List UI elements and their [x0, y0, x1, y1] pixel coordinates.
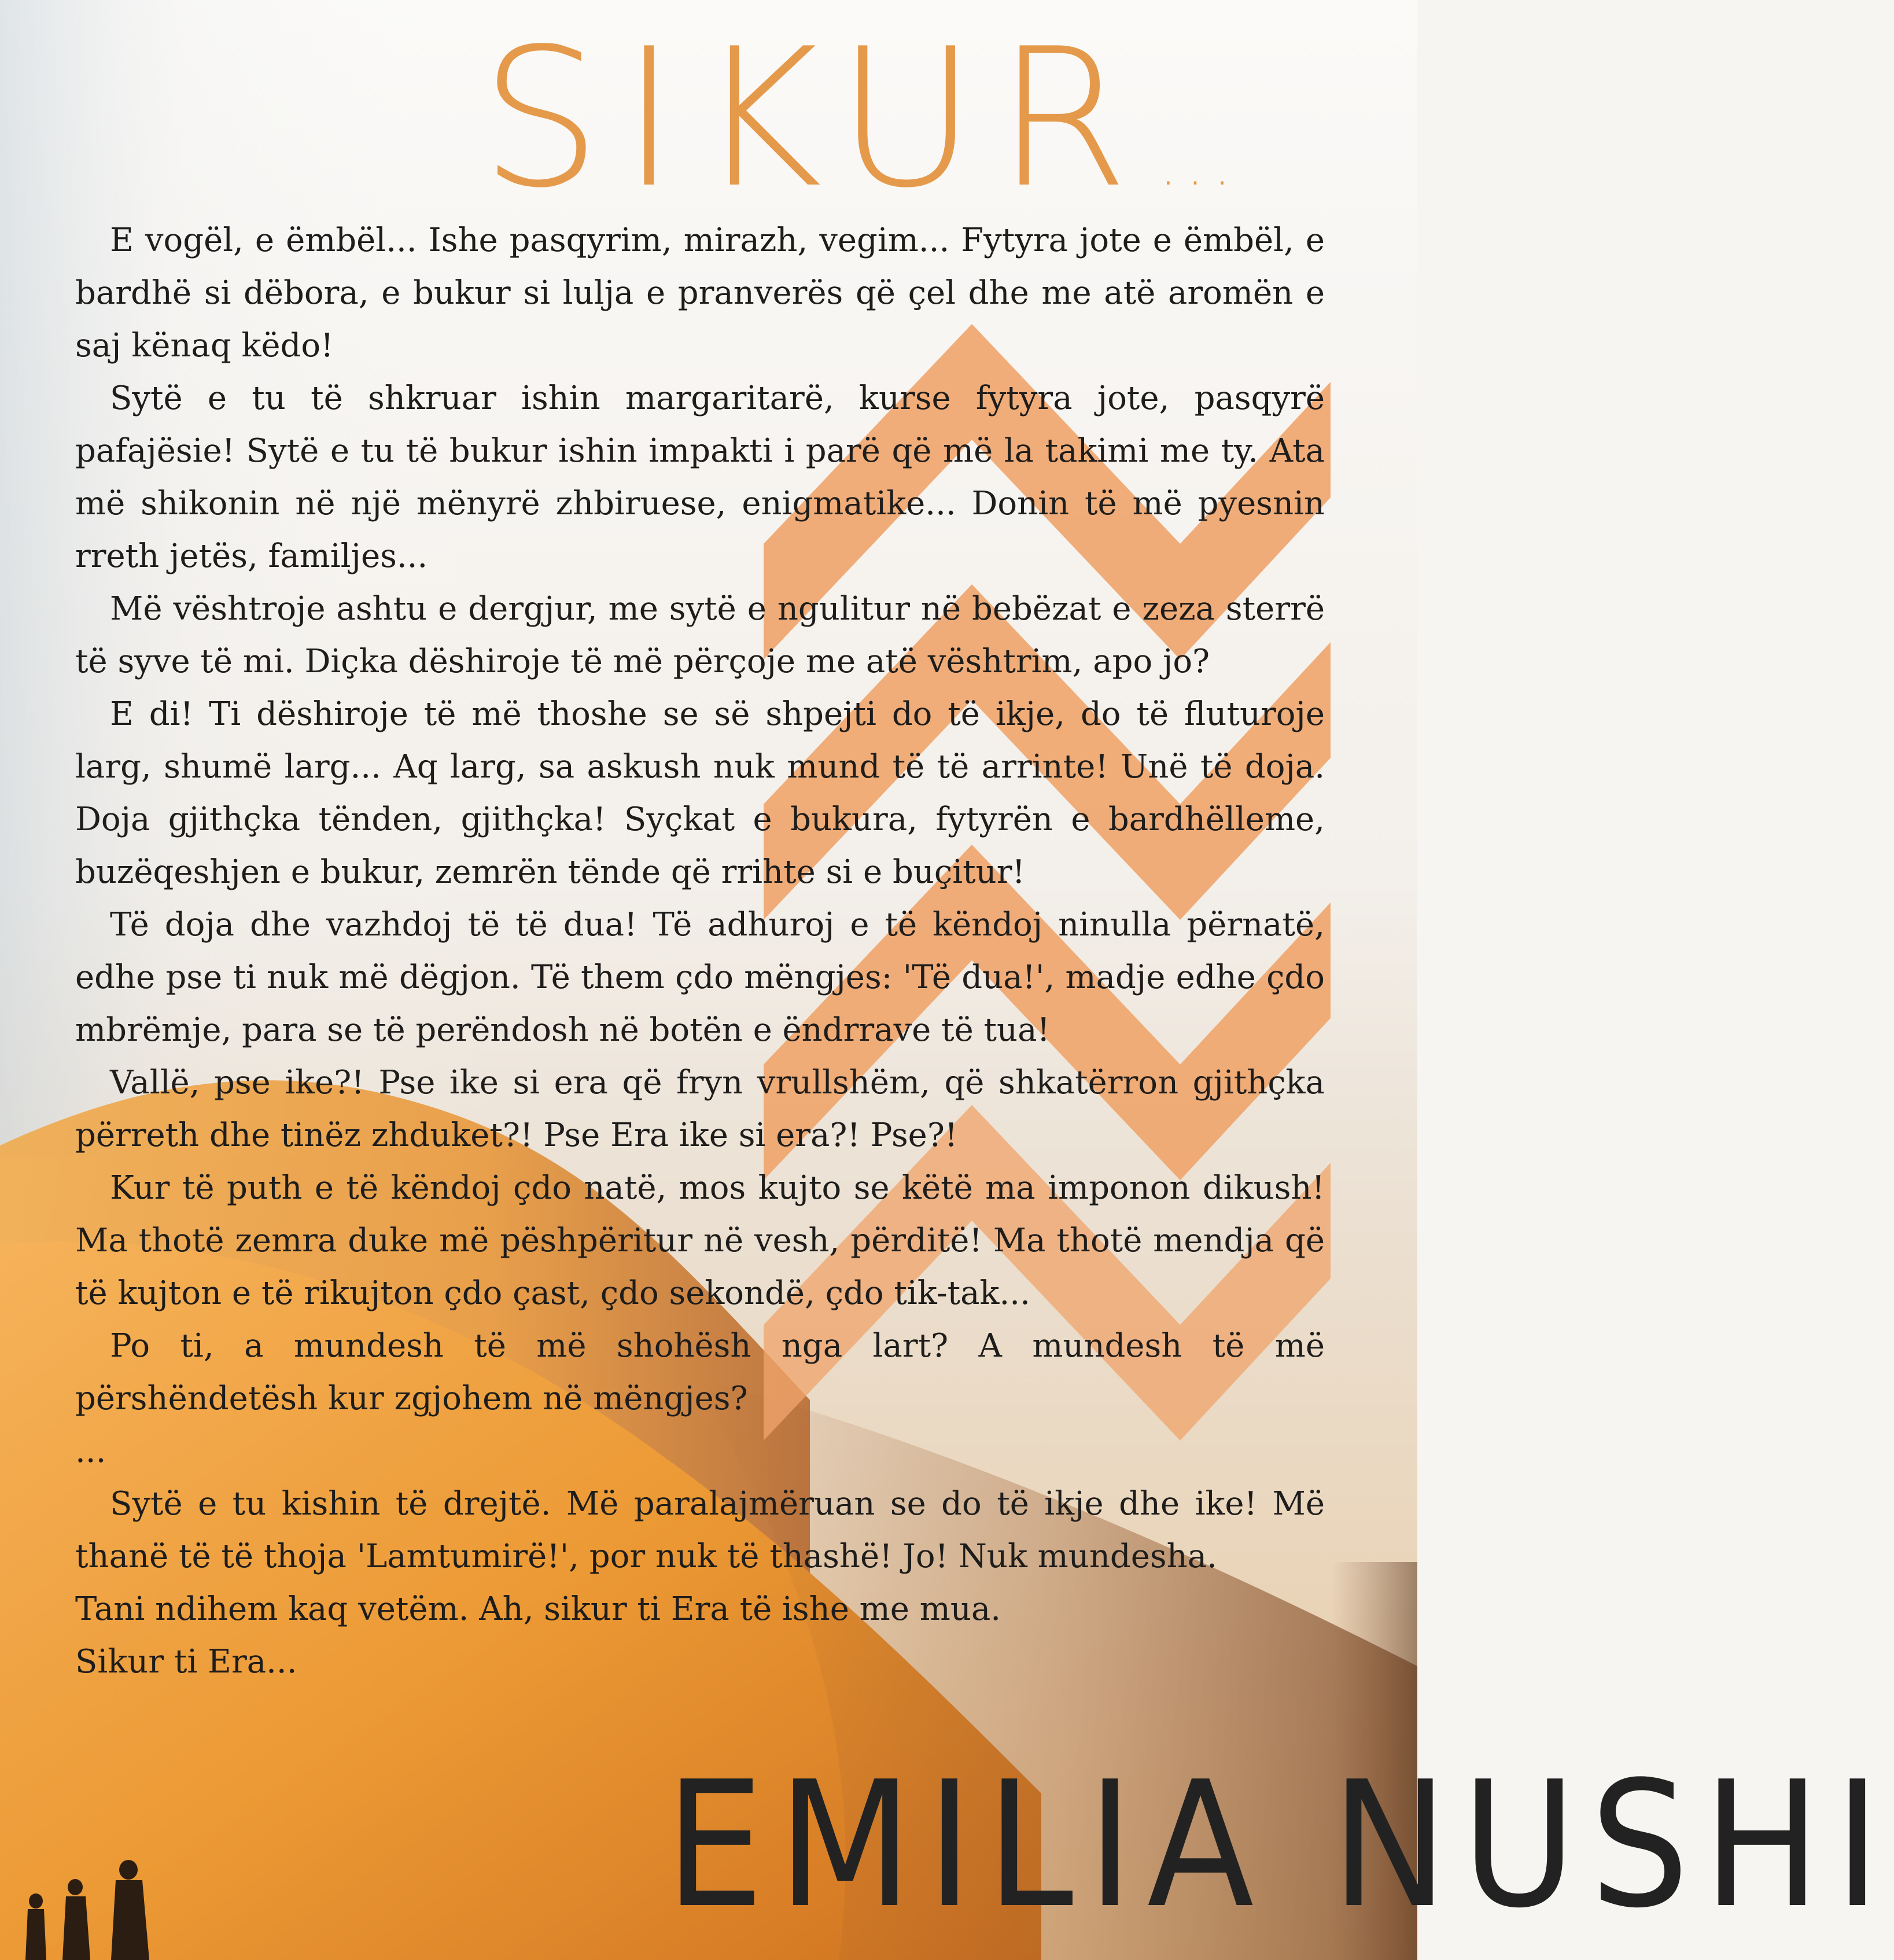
- paragraph-10: Tani ndihem kaq vetëm. Ah, sikur ti Era të ishe me mua.: [75, 1590, 1001, 1628]
- title-text: SIKUR: [480, 8, 1149, 230]
- hiker-body-1: [25, 1909, 46, 1960]
- closing-line: Sikur ti Era...: [75, 1643, 297, 1681]
- paragraph-6: Vallë, pse ike?! Pse ike si era që fryn vrullshëm, që shkatërron gjithçka përreth dhe tinëz zhduket?! Pse Era ike si era?! Pse?!: [75, 1064, 1325, 1154]
- paragraph-1: E vogël, e ëmbël... Ishe pasqyrim, mirazh, vegim... Fytyra jote e ëmbël, e bardhë si dëbora, e bukur si lulja e pranverës që çel dhe me atë aromën e saj kënaq këdo!: [75, 222, 1325, 364]
- ellipsis-line: ...: [75, 1432, 106, 1470]
- author-name: EMILIA NUSHI: [665, 1744, 1894, 1946]
- paragraph-8: Po ti, a mundesh të më shohësh nga lart? A mundesh të më përshëndetësh kur zgjohem në mëngjes?: [75, 1327, 1325, 1417]
- paragraph-3: Më vështroje ashtu e dergjur, me sytë e ngulitur në bebëzat e zeza sterrë të syve të mi. Diçka dëshiroje të më përçoje me atë vështrim, apo jo?: [75, 590, 1325, 680]
- hiker-head-1: [29, 1893, 43, 1909]
- paragraph-5: Të doja dhe vazhdoj të të dua! Të adhuroj e të këndoj ninulla përnatë, edhe pse ti nuk më dëgjon. Të them çdo mëngjes: 'Të dua!', madje edhe çdo mbrëmje, para se të perëndosh në botën e ëndrrave të tua!: [75, 906, 1325, 1049]
- title-ellipsis: ...: [1160, 137, 1241, 197]
- paragraph-2: Sytë e tu të shkruar ishin margaritarë, kurse fytyra jote, pasqyrë pafajësie! Sytë e tu të bukur ishin impakti i parë që më la takimi me ty. Ata më shikonin në një mënyrë zhbiruese, enigmatike... Donin të më pyesnin rreth jetës, familjes...: [75, 380, 1325, 575]
- hiker-head-3: [119, 1860, 138, 1880]
- hiker-head-2: [68, 1879, 83, 1895]
- paragraph-4: E di! Ti dëshiroje të më thoshe se së shpejti do të ikje, do të fluturoje larg, shumë larg... Aq larg, sa askush nuk mund të të arrinte! Unë të doja. Doja gjithçka tënden, gjithçka! Syçkat e bukura, fytyrën e bardhëlleme, buzëqeshjen e bukur, zemrën tënde që rrihte si e buçitur!: [75, 695, 1325, 891]
- article-body: [75, 214, 1325, 1688]
- paragraph-9: Sytë e tu kishin të drejtë. Më paralajmëruan se do të ikje dhe ike! Më thanë të të thoja 'Lamtumirë!', por nuk të thashë! Jo! Nuk mundesha.: [75, 1485, 1325, 1575]
- hiker-body-2: [62, 1896, 90, 1960]
- paragraph-7: Kur të puth e të këndoj çdo natë, mos kujto se këtë ma imponon dikush! Ma thotë zemra duke më pëshpëritur në vesh, përditë! Ma thotë mendja që të kujton e të rikujton çdo çast, çdo sekondë, çdo tik-tak...: [75, 1169, 1325, 1312]
